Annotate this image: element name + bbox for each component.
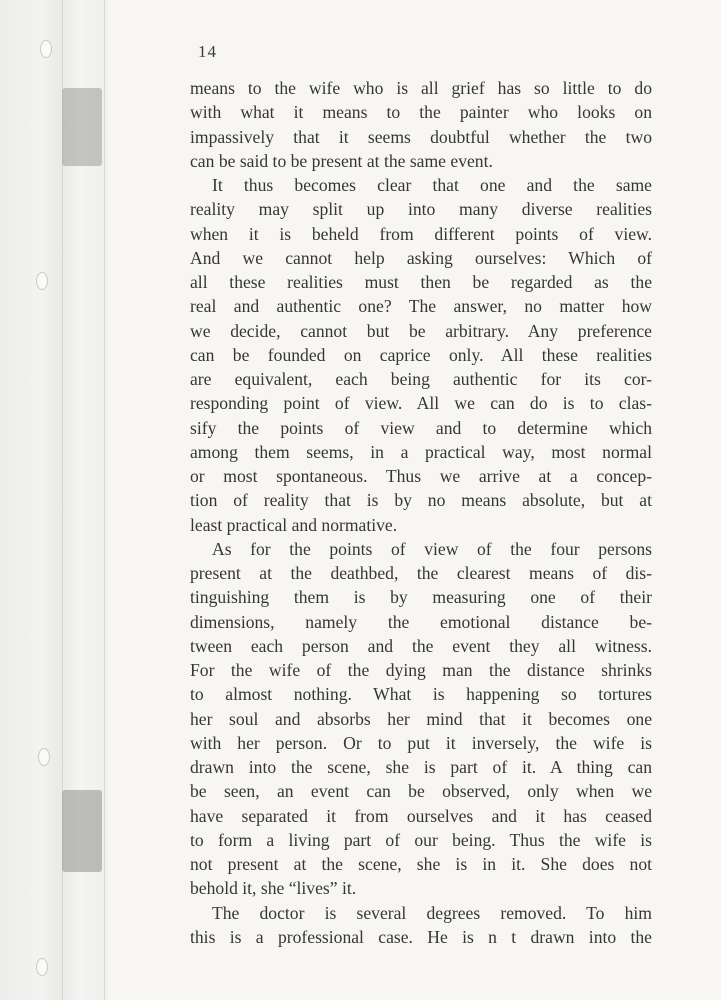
scan-smudge xyxy=(62,790,102,872)
text-line: tion of reality that is by no means absolute, but at xyxy=(190,490,652,511)
text-line: when it is beheld from different points of view. xyxy=(190,223,652,244)
text-line: can be said to be present at the same event. xyxy=(190,150,493,171)
text-line: present at the deathbed, the clearest means of dis- xyxy=(190,563,652,583)
text-line: we decide, cannot but be arbitrary. Any preference xyxy=(190,320,652,341)
text-line: impassively that it seems doubtful whether the two xyxy=(190,126,652,147)
text-line: with her person. Or to put it inversely, the wife is xyxy=(190,732,652,753)
text-line: means to the wife who is all grief has so little to do xyxy=(190,78,652,98)
paragraph xyxy=(190,173,652,537)
punch-hole xyxy=(40,40,52,58)
text-line: all these realities must then be regarded as the xyxy=(190,272,652,292)
text-line: It thus becomes clear that one and the same xyxy=(212,175,652,195)
text-line: not present at the scene, she is in it. She does not xyxy=(190,854,652,874)
punch-hole xyxy=(36,958,48,976)
text-line: be seen, an event can be observed, only when we xyxy=(190,781,652,802)
body-text xyxy=(190,76,652,949)
binding-strip xyxy=(0,0,112,1000)
punch-hole xyxy=(38,748,50,766)
text-line: reality may split up into many diverse realities xyxy=(190,199,652,220)
paragraph xyxy=(190,901,652,950)
fold-line xyxy=(104,0,105,1000)
text-line: The doctor is several degrees removed. To him xyxy=(212,902,652,923)
text-line: have separated it from ourselves and it has ceased xyxy=(190,805,652,826)
text-line: For the wife of the dying man the distance shrinks xyxy=(190,660,652,680)
text-line: dimensions, namely the emotional distance be- xyxy=(190,611,652,632)
text-line: real and authentic one? The answer, no matter how xyxy=(190,296,652,317)
text-line: to almost nothing. What is happening so tortures xyxy=(190,684,652,705)
text-line: her soul and absorbs her mind that it becomes one xyxy=(190,708,652,729)
scan-smudge xyxy=(62,88,102,166)
text-line: or most spontaneous. Thus we arrive at a concep- xyxy=(190,466,652,486)
paragraph xyxy=(190,76,652,173)
text-line: are equivalent, each being authentic for its cor- xyxy=(190,369,652,389)
text-line: to form a living part of our being. Thus the wife is xyxy=(190,829,652,850)
text-line: behold it, she “lives” it. xyxy=(190,878,357,899)
paragraph xyxy=(190,537,652,901)
text-line: among them seems, in a practical way, most normal xyxy=(190,441,652,462)
text-line: can be founded on caprice only. All these realities xyxy=(190,344,652,365)
text-line: tinguishing them is by measuring one of their xyxy=(190,587,652,608)
page-number: 14 xyxy=(198,42,217,61)
text-line: sify the points of view and to determine which xyxy=(190,417,652,438)
text-line: As for the points of view of the four persons xyxy=(212,538,652,559)
punch-hole xyxy=(36,272,48,290)
text-line: drawn into the scene, she is part of it. A thing can xyxy=(190,757,652,777)
text-line: responding point of view. All we can do is to clas- xyxy=(190,393,652,414)
text-line: And we cannot help asking ourselves: Which of xyxy=(190,247,652,268)
text-line: tween each person and the event they all witness. xyxy=(190,635,652,656)
text-line: with what it means to the painter who looks on xyxy=(190,102,652,123)
text-line: least practical and normative. xyxy=(190,514,398,535)
text-line: this is a professional case. He is n t drawn into the xyxy=(190,926,652,947)
